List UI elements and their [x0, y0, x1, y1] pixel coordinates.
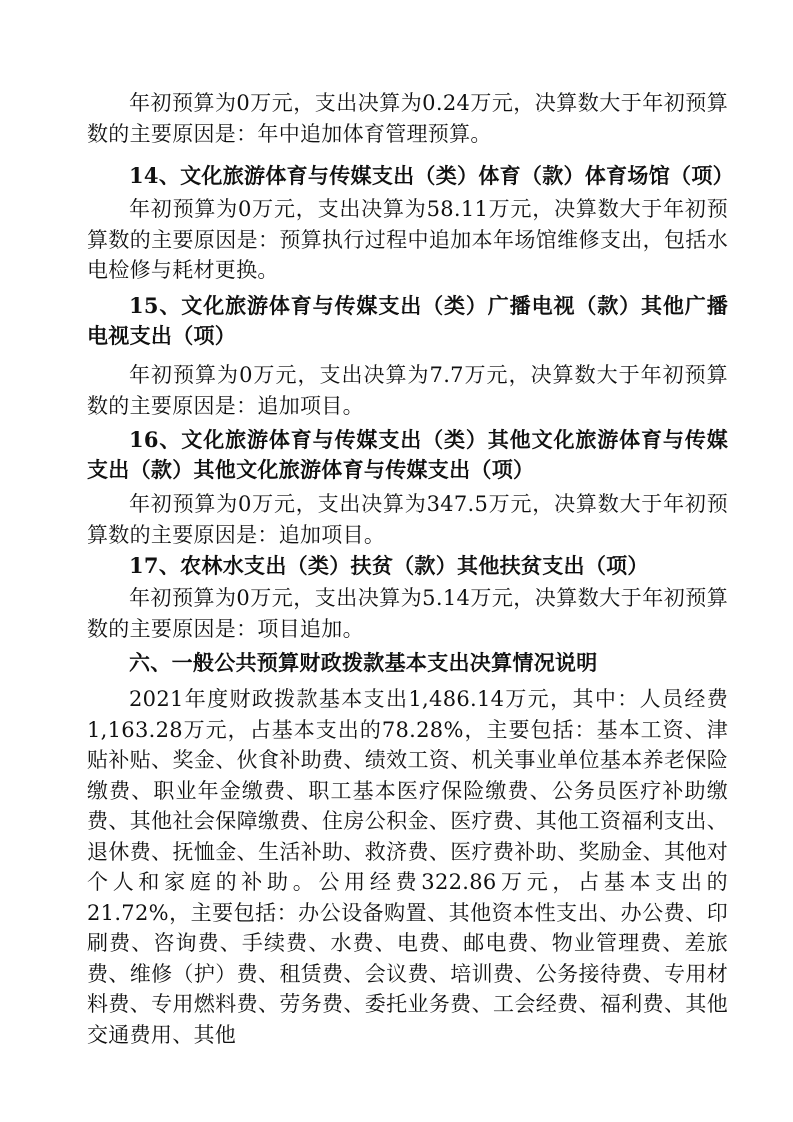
heading-item-15: 15、文化旅游体育与传媒支出（类）广播电视（款）其他广播电视支出（项） [87, 293, 728, 348]
heading-item-17: 17、农林水支出（类）扶贫（款）其他扶贫支出（项） [129, 553, 649, 578]
paragraph-14-explanation: 年初预算为0万元，支出决算为58.11万元，决算数大于年初预算数的主要原因是：预算执行过程中追加本年场馆维修支出，包括水电检修与耗材更换。 [87, 197, 728, 282]
section-heading-6: 六、一般公共预算财政拨款基本支出决算情况说明 [129, 650, 598, 675]
heading-item-16: 16、文化旅游体育与传媒支出（类）其他文化旅游体育与传媒支出（款）其他文化旅游体育与传媒支出（项） [87, 427, 728, 482]
paragraph-13-explanation: 年初预算为0万元，支出决算为0.24万元，决算数大于年初预算数的主要原因是：年中追加体育管理预算。 [87, 91, 728, 146]
paragraph-15-explanation: 年初预算为0万元，支出决算为7.7万元，决算数大于年初预算数的主要原因是：追加项目。 [87, 363, 728, 418]
basic-expenditure-paragraph: 2021年度财政拨款基本支出1,486.14万元，其中：人员经费1,163.28万元，占基本支出的78.28%，主要包括：基本工资、津贴补贴、奖金、伙食补助费、绩效工资、机关事业单位基本养老保险缴费、职业年金缴费、职工基本医疗保险缴费、公务员医疗补助缴费、其他社会保障缴费、住房公积金、医疗费、其他工资福利支出、退休费、抚恤金、生活补助、救济费、医疗费补助、奖励金、其他对个人和家庭的补助。公用经费322.86万元，占基本支出的21.72%，主要包括：办公设备购置、其他资本性支出、办公费、印刷费、咨询费、手续费、水费、电费、邮电费、物业管理费、差旅费、维修（护）费、租赁费、会议费、培训费、公务接待费、专用材料费、专用燃料费、劳务费、委托业务费、工会经费、福利费、其他交通费用、其他 [87, 687, 728, 1047]
paragraph-16-explanation: 年初预算为0万元，支出决算为347.5万元，决算数大于年初预算数的主要原因是：追加项目。 [87, 492, 728, 547]
paragraph-17-explanation: 年初预算为0万元，支出决算为5.14万元，决算数大于年初预算数的主要原因是：项目追加。 [87, 586, 728, 641]
heading-item-14: 14、文化旅游体育与传媒支出（类）体育（款）体育场馆（项） [129, 163, 734, 188]
